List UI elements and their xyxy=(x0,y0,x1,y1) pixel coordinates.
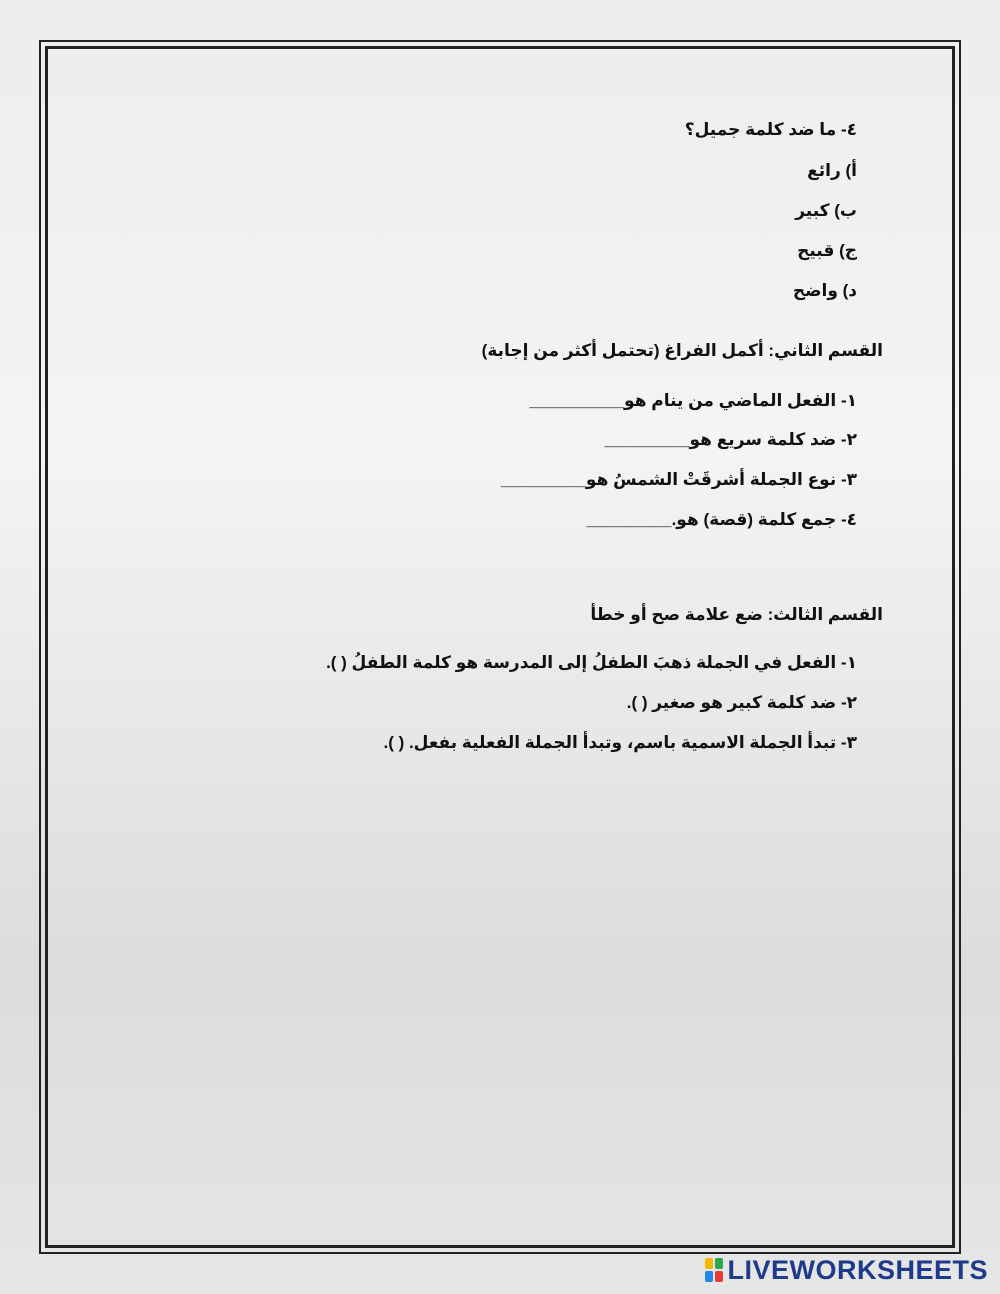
fill-blank-2[interactable]: ٢- ضد كلمة سريع هو_________ xyxy=(604,430,857,449)
liveworksheets-logo[interactable] xyxy=(705,1256,988,1284)
fill-blank-4[interactable]: ٤- جمع كلمة (قصة) هو._________ xyxy=(586,510,857,529)
true-false-1[interactable]: ١- الفعل في الجملة ذهبَ الطفلُ إلى المدرسة هو كلمة الطفلُ ( ). xyxy=(326,653,857,672)
true-false-2[interactable]: ٢- ضد كلمة كبير هو صغير ( ). xyxy=(626,693,857,712)
option-a[interactable]: أ) رائع xyxy=(807,161,857,180)
question-4: ٤- ما ضد كلمة جميل؟ xyxy=(684,120,857,139)
option-b[interactable]: ب) كبير xyxy=(795,201,857,220)
page-border-inner xyxy=(45,46,955,1248)
fill-blank-1[interactable]: ١- الفعل الماضي من ينام هو__________ xyxy=(529,391,857,410)
section-3-heading: القسم الثالث: ضع علامة صح أو خطأ xyxy=(590,605,883,624)
option-d[interactable]: د) واضح xyxy=(792,281,857,300)
option-c[interactable]: ج) قبيح xyxy=(797,241,857,260)
liveworksheets-mark-icon xyxy=(705,1258,723,1282)
section-2-heading: القسم الثاني: أكمل الفراغ (تحتمل أكثر من إجابة) xyxy=(481,341,883,360)
fill-blank-3[interactable]: ٣- نوع الجملة أشرقَتْ الشمسُ هو_________ xyxy=(500,470,857,489)
brand-name: LIVEWORKSHEETS xyxy=(727,1255,988,1285)
true-false-3[interactable]: ٣- تبدأ الجملة الاسمية باسم، وتبدأ الجملة الفعلية بفعل. ( ). xyxy=(383,733,857,752)
